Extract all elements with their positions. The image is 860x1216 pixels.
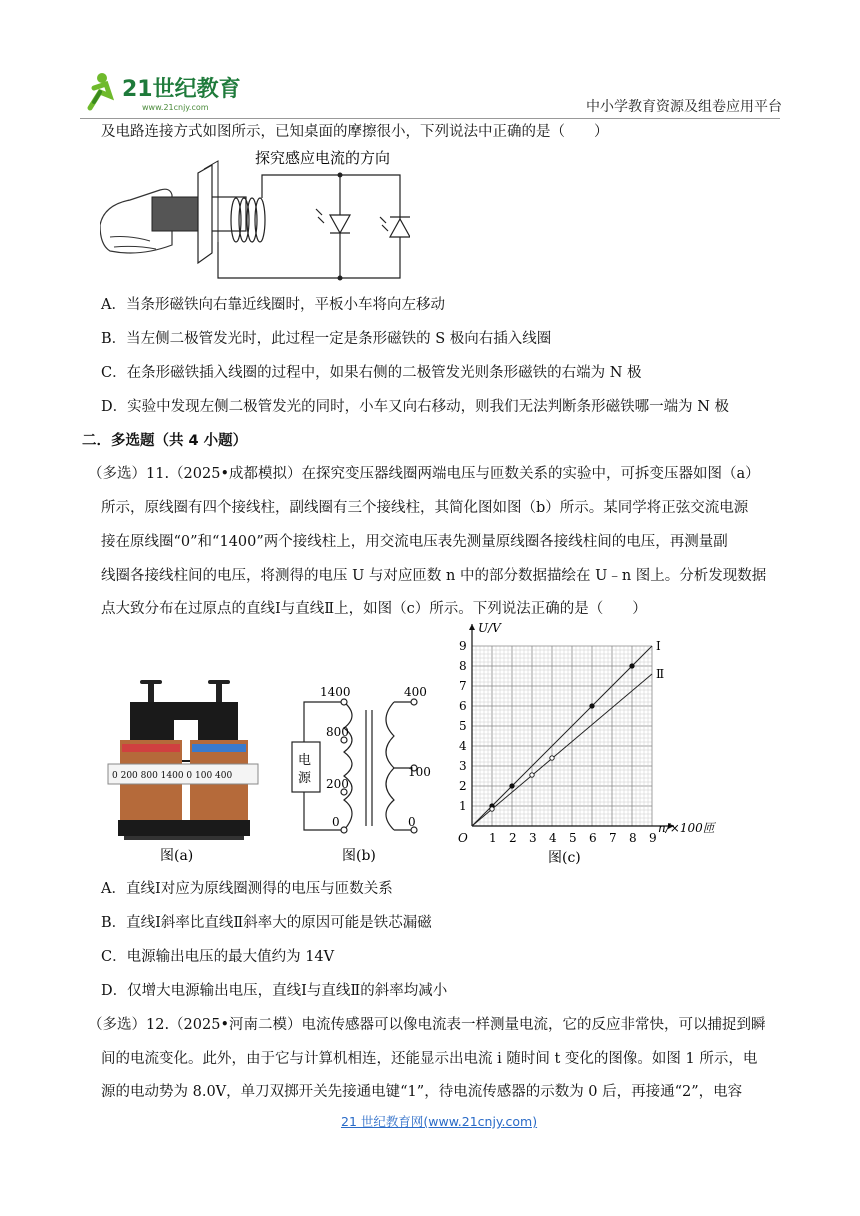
fig-b-tap-400: 400 bbox=[404, 685, 427, 699]
fig-b-source-label-1: 电 bbox=[298, 753, 312, 768]
series-name-label: Ⅱ bbox=[656, 667, 665, 681]
header-divider bbox=[80, 118, 780, 119]
x-tick-label: 6 bbox=[589, 831, 597, 845]
fig-b-tap-0-secondary: 0 bbox=[408, 815, 416, 829]
fig-b-source-label-2: 源 bbox=[298, 771, 312, 786]
data-point bbox=[510, 784, 514, 788]
x-tick-label: 5 bbox=[569, 831, 577, 845]
q11-option-d: D．仅增大电源输出电压，直线Ⅰ与直线Ⅱ的斜率均减小 bbox=[101, 983, 448, 999]
y-tick-label: 5 bbox=[459, 719, 467, 733]
x-axis-label: n/×100匝 bbox=[658, 821, 715, 835]
q11-line-4: 线圈各接线柱间的电压，将测得的电压 U 与对应匝数 n 中的部分数据描绘在 U﹣n 图上。分析发现数据 bbox=[101, 568, 767, 584]
y-tick-label: 3 bbox=[459, 759, 467, 773]
footer-link[interactable]: 21 世纪教育网(www.21cnjy.com) bbox=[341, 1114, 538, 1129]
fig-a-caption: 图(a) bbox=[160, 848, 194, 864]
x-tick-label: 9 bbox=[649, 831, 657, 845]
fig-b-tap-1400: 1400 bbox=[320, 685, 351, 699]
data-point bbox=[630, 664, 634, 668]
logo-url: www.21cnjy.com bbox=[142, 103, 209, 112]
y-tick-label: 8 bbox=[459, 659, 467, 673]
x-tick-label: 3 bbox=[529, 831, 537, 845]
q11-line-1: （多选）11.（2025•成都模拟）在探究变压器线圈两端电压与匝数关系的实验中，可拆变压器如图（a） bbox=[88, 466, 760, 482]
q10-induction-figure bbox=[100, 145, 410, 285]
fig-b-tap-0-primary: 0 bbox=[332, 815, 340, 829]
q10-option-a: A．当条形磁铁向右靠近线圈时，平板小车将向左移动 bbox=[101, 297, 445, 313]
data-point bbox=[490, 807, 494, 811]
q12-line-2: 间的电流变化。此外，由于它与计算机相连，还能显示出电流 i 随时间 t 变化的图像。如图 1 所示，电 bbox=[101, 1051, 758, 1067]
x-tick-label: 7 bbox=[609, 831, 617, 845]
data-point bbox=[530, 773, 534, 777]
led-left-icon bbox=[316, 209, 350, 233]
section-title: 二．多选题（共 4 小题） bbox=[82, 433, 248, 449]
series-line-1 bbox=[472, 646, 652, 826]
fig-b-tap-200: 200 bbox=[326, 777, 349, 791]
q11-line-2: 所示，原线圈有四个接线柱，副线圈有三个接线柱，其简化图如图（b）所示。某同学将正弦交流电源 bbox=[101, 500, 749, 516]
platform-brand: 中小学教育资源及组卷应用平台 bbox=[586, 99, 782, 115]
chart-series bbox=[472, 646, 652, 826]
q11-line-5: 点大致分布在过原点的直线Ⅰ与直线Ⅱ上，如图（c）所示。下列说法正确的是（ ） bbox=[101, 601, 647, 617]
y-tick-label: 9 bbox=[459, 639, 467, 653]
data-point bbox=[590, 704, 594, 708]
y-axis-arrow-icon bbox=[469, 624, 475, 630]
x-tick-label: 8 bbox=[629, 831, 637, 845]
q11-option-b: B．直线Ⅰ斜率比直线Ⅱ斜率大的原因可能是铁芯漏磁 bbox=[101, 915, 432, 931]
q11-figure-c-chart bbox=[452, 618, 722, 866]
y-axis-label: U/V bbox=[478, 621, 501, 635]
fig-b-caption: 图(b) bbox=[342, 848, 376, 864]
fig-c-caption: 图(c) bbox=[548, 850, 581, 866]
q12-line-1: （多选）12.（2025•河南二模）电流传感器可以像电流表一样测量电流，它的反应非常快，可以捕捉到瞬 bbox=[88, 1017, 766, 1033]
q10-figure-title: 探究感应电流的方向 bbox=[255, 149, 391, 167]
series-name-label: Ⅰ bbox=[656, 639, 661, 653]
x-tick-label: 1 bbox=[489, 831, 497, 845]
cart-plate bbox=[198, 165, 212, 263]
transformer-photo bbox=[108, 680, 258, 840]
q10-option-c: C．在条形磁铁插入线圈的过程中，如果右侧的二极管发光则条形磁铁的右端为 N 极 bbox=[101, 365, 642, 381]
q10-option-b: B．当左侧二极管发光时，此过程一定是条形磁铁的 S 极向右插入线圈 bbox=[101, 331, 552, 347]
fig-b-tap-800: 800 bbox=[326, 725, 349, 739]
q11-figure-a bbox=[104, 680, 264, 865]
y-tick-label: 7 bbox=[459, 679, 467, 693]
q12-line-3: 源的电动势为 8.0V，单刀双掷开关先接通电键“1”，待电流传感器的示数为 0 后，再接通“2”，电容 bbox=[101, 1084, 743, 1100]
q11-line-3: 接在原线圈“0”和“1400”两个接线柱上，用交流电压表先测量原线圈各接线柱间的电压，再测量副 bbox=[101, 534, 728, 550]
q11-option-a: A．直线Ⅰ对应为原线圈测得的电压与匝数关系 bbox=[101, 881, 393, 897]
q10-stem: 及电路连接方式如图所示，已知桌面的摩擦很小，下列说法中正确的是（ ） bbox=[101, 124, 609, 140]
q11-figure-b bbox=[288, 680, 448, 865]
y-tick-label: 2 bbox=[459, 779, 467, 793]
y-tick-label: 6 bbox=[459, 699, 467, 713]
q11-option-c: C．电源输出电压的最大值约为 14V bbox=[101, 949, 335, 965]
origin-label: O bbox=[458, 831, 468, 845]
fig-b-tap-100: 100 bbox=[408, 765, 431, 779]
data-point bbox=[550, 756, 554, 760]
x-tick-label: 4 bbox=[549, 831, 557, 845]
led-right-icon bbox=[380, 217, 410, 237]
logo-text: 21世纪教育 bbox=[122, 77, 241, 102]
x-tick-label: 2 bbox=[509, 831, 517, 845]
y-tick-label: 1 bbox=[459, 799, 467, 813]
site-logo[interactable] bbox=[80, 68, 250, 114]
y-tick-label: 4 bbox=[459, 739, 467, 753]
fig-a-scale: 0 200 800 1400 0 100 400 bbox=[112, 771, 233, 781]
runner-logo-icon bbox=[80, 68, 250, 114]
q10-option-d: D．实验中发现左侧二极管发光的同时，小车又向右移动，则我们无法判断条形磁铁哪一端为 N 极 bbox=[101, 399, 730, 415]
